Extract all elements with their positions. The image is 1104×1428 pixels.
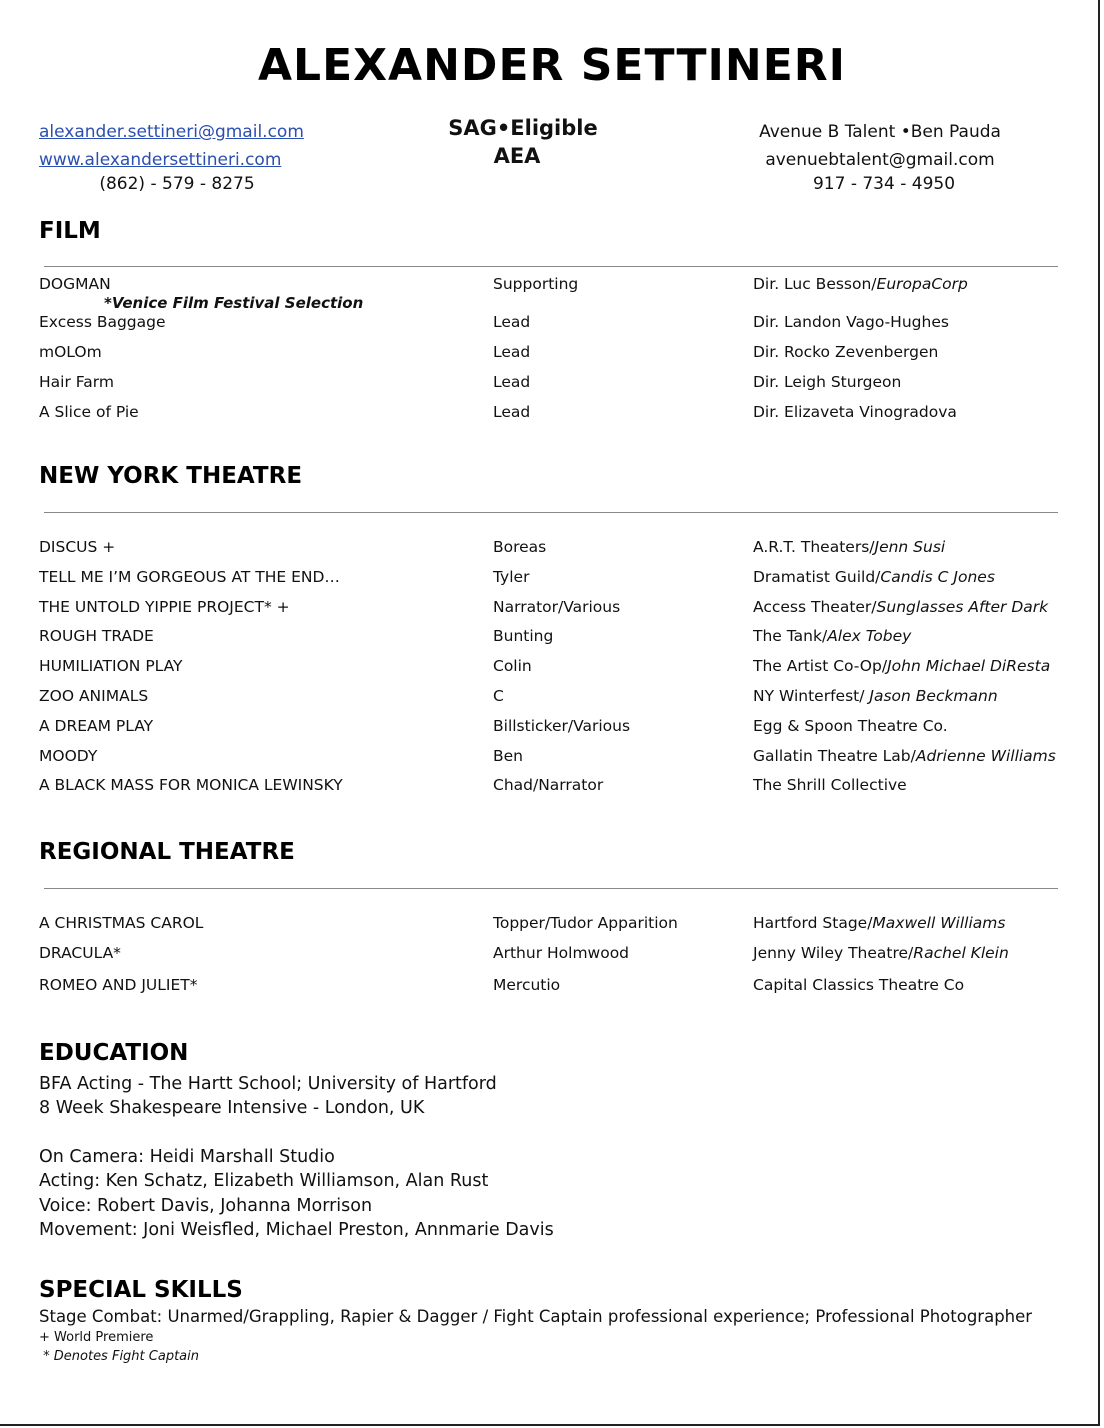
role: Boreas <box>493 538 547 556</box>
credit <box>753 657 1050 675</box>
regional-divider <box>44 888 1058 889</box>
project-title: A BLACK MASS FOR MONICA LEWINSKY <box>39 776 343 794</box>
ny-theatre-row <box>0 747 1104 767</box>
role: Bunting <box>493 627 554 645</box>
education-line: BFA Acting - The Hartt School; University of Hartford <box>39 1074 497 1094</box>
credit-italic: Jenn Susi <box>874 538 946 556</box>
union-aea: AEA <box>493 144 541 168</box>
role: Narrator/Various <box>493 598 621 616</box>
credit-italic: John Michael DiResta <box>887 657 1051 675</box>
credit-text: Dramatist Guild/ <box>753 568 881 586</box>
agency-phone: 917 - 734 - 4950 <box>812 174 956 194</box>
ny-theatre-row <box>0 717 1104 737</box>
education-heading: EDUCATION <box>39 1040 189 1066</box>
project-title: Excess Baggage <box>39 313 166 331</box>
credit: Egg & Spoon Theatre Co. <box>753 717 948 735</box>
project-title: ROMEO AND JULIET* <box>39 976 198 994</box>
credit-text: Gallatin Theatre Lab/ <box>753 747 916 765</box>
credit <box>753 627 911 645</box>
credit <box>753 598 1048 616</box>
credit-italic: EuropaCorp <box>876 275 968 293</box>
credit-italic: Jason Beckmann <box>869 687 998 705</box>
credit: Dir. Landon Vago-Hughes <box>753 313 949 331</box>
role: Lead <box>493 403 531 421</box>
ny-theatre-row <box>0 627 1104 647</box>
credit-italic: Adrienne Williams <box>915 747 1056 765</box>
role: Arthur Holmwood <box>493 944 630 962</box>
role: Billsticker/Various <box>493 717 631 735</box>
skills-text: Stage Combat: Unarmed/Grappling, Rapier & Dagger / Fight Captain professional experience; Professional Photographer <box>39 1307 1033 1326</box>
festival-note: *Venice Film Festival Selection <box>104 294 364 312</box>
regional-row <box>0 976 1104 996</box>
role: C <box>493 687 504 705</box>
project-title: ZOO ANIMALS <box>39 687 149 705</box>
credit: The Shrill Collective <box>753 776 907 794</box>
ny-theatre-row <box>0 568 1104 588</box>
project-title: HUMILIATION PLAY <box>39 657 183 675</box>
film-row <box>0 343 1104 363</box>
credit-italic: Candis C Jones <box>880 568 995 586</box>
website-link[interactable]: www.alexandersettineri.com <box>39 150 282 170</box>
project-title: TELL ME I’M GORGEOUS AT THE END… <box>39 568 340 586</box>
ny-theatre-row <box>0 598 1104 618</box>
ny-theatre-row <box>0 538 1104 558</box>
film-row <box>0 313 1104 333</box>
credit: Dir. Leigh Sturgeon <box>753 373 902 391</box>
regional-heading: REGIONAL THEATRE <box>39 839 295 865</box>
credit <box>753 275 968 293</box>
agency-email: avenuebtalent@gmail.com <box>765 150 995 170</box>
project-title: A DREAM PLAY <box>39 717 154 735</box>
phone-number: (862) - 579 - 8275 <box>99 174 255 194</box>
role: Lead <box>493 373 531 391</box>
agency-name: Avenue B Talent •Ben Pauda <box>759 122 1001 142</box>
project-title: Hair Farm <box>39 373 114 391</box>
training-line: Acting: Ken Schatz, Elizabeth Williamson, Alan Rust <box>39 1171 489 1191</box>
role: Topper/Tudor Apparition <box>493 914 678 932</box>
ny-theatre-divider <box>44 512 1058 513</box>
film-row <box>0 403 1104 423</box>
film-divider <box>44 266 1058 267</box>
training-line: On Camera: Heidi Marshall Studio <box>39 1147 335 1167</box>
credit-text: Dir. Luc Besson/ <box>753 275 877 293</box>
credit <box>753 747 1056 765</box>
regional-row <box>0 914 1104 934</box>
ny-theatre-row <box>0 776 1104 796</box>
film-heading: FILM <box>39 218 101 244</box>
credit <box>753 568 995 586</box>
film-row <box>0 373 1104 393</box>
actor-name: ALEXANDER SETTINERI <box>257 40 846 91</box>
credit-italic: Alex Tobey <box>827 627 912 645</box>
credit-italic: Maxwell Williams <box>872 914 1006 932</box>
credit-text: Hartford Stage/ <box>753 914 873 932</box>
credit: Capital Classics Theatre Co <box>753 976 965 994</box>
training-line: Movement: Joni Weisfled, Michael Preston, Annmarie Davis <box>39 1220 554 1240</box>
credit <box>753 944 1009 962</box>
credit: Dir. Rocko Zevenbergen <box>753 343 939 361</box>
credit <box>753 538 945 556</box>
ny-theatre-heading: NEW YORK THEATRE <box>39 463 303 489</box>
credit-italic: Rachel Klein <box>913 944 1009 962</box>
credit-text: NY Winterfest/ <box>753 687 870 705</box>
credit-text: The Tank/ <box>753 627 828 645</box>
project-title: A CHRISTMAS CAROL <box>39 914 204 932</box>
role: Supporting <box>493 275 579 293</box>
project-title: DOGMAN <box>39 275 111 293</box>
project-title: DISCUS + <box>39 538 116 556</box>
training-line: Voice: Robert Davis, Johanna Morrison <box>39 1196 373 1216</box>
project-title: THE UNTOLD YIPPIE PROJECT* + <box>39 598 290 616</box>
role: Tyler <box>493 568 530 586</box>
credit <box>753 687 998 705</box>
credit-text: Jenny Wiley Theatre/ <box>753 944 914 962</box>
credit-italic: Sunglasses After Dark <box>876 598 1049 616</box>
credit-text: A.R.T. Theaters/ <box>753 538 875 556</box>
film-row <box>0 275 1104 295</box>
regional-row <box>0 944 1104 964</box>
ny-theatre-row <box>0 657 1104 677</box>
ny-theatre-row <box>0 687 1104 707</box>
education-line: 8 Week Shakespeare Intensive - London, UK <box>39 1098 425 1118</box>
credit-text: The Artist Co-Op/ <box>753 657 888 675</box>
project-title: ROUGH TRADE <box>39 627 154 645</box>
role: Colin <box>493 657 532 675</box>
project-title: MOODY <box>39 747 98 765</box>
footnote-fight-captain: * Denotes Fight Captain <box>39 1349 199 1364</box>
email-link[interactable]: alexander.settineri@gmail.com <box>39 122 304 142</box>
skills-heading: SPECIAL SKILLS <box>39 1277 243 1303</box>
role: Mercutio <box>493 976 561 994</box>
project-title: DRACULA* <box>39 944 121 962</box>
project-title: A Slice of Pie <box>39 403 139 421</box>
role: Ben <box>493 747 523 765</box>
role: Lead <box>493 343 531 361</box>
project-title: mOLOm <box>39 343 102 361</box>
credit <box>753 914 1005 932</box>
union-status: SAG•Eligible <box>448 116 598 140</box>
role: Lead <box>493 313 531 331</box>
credit: Dir. Elizaveta Vinogradova <box>753 403 957 421</box>
credit-text: Access Theater/ <box>753 598 877 616</box>
footnote-world-premiere: + World Premiere <box>39 1330 154 1345</box>
role: Chad/Narrator <box>493 776 604 794</box>
